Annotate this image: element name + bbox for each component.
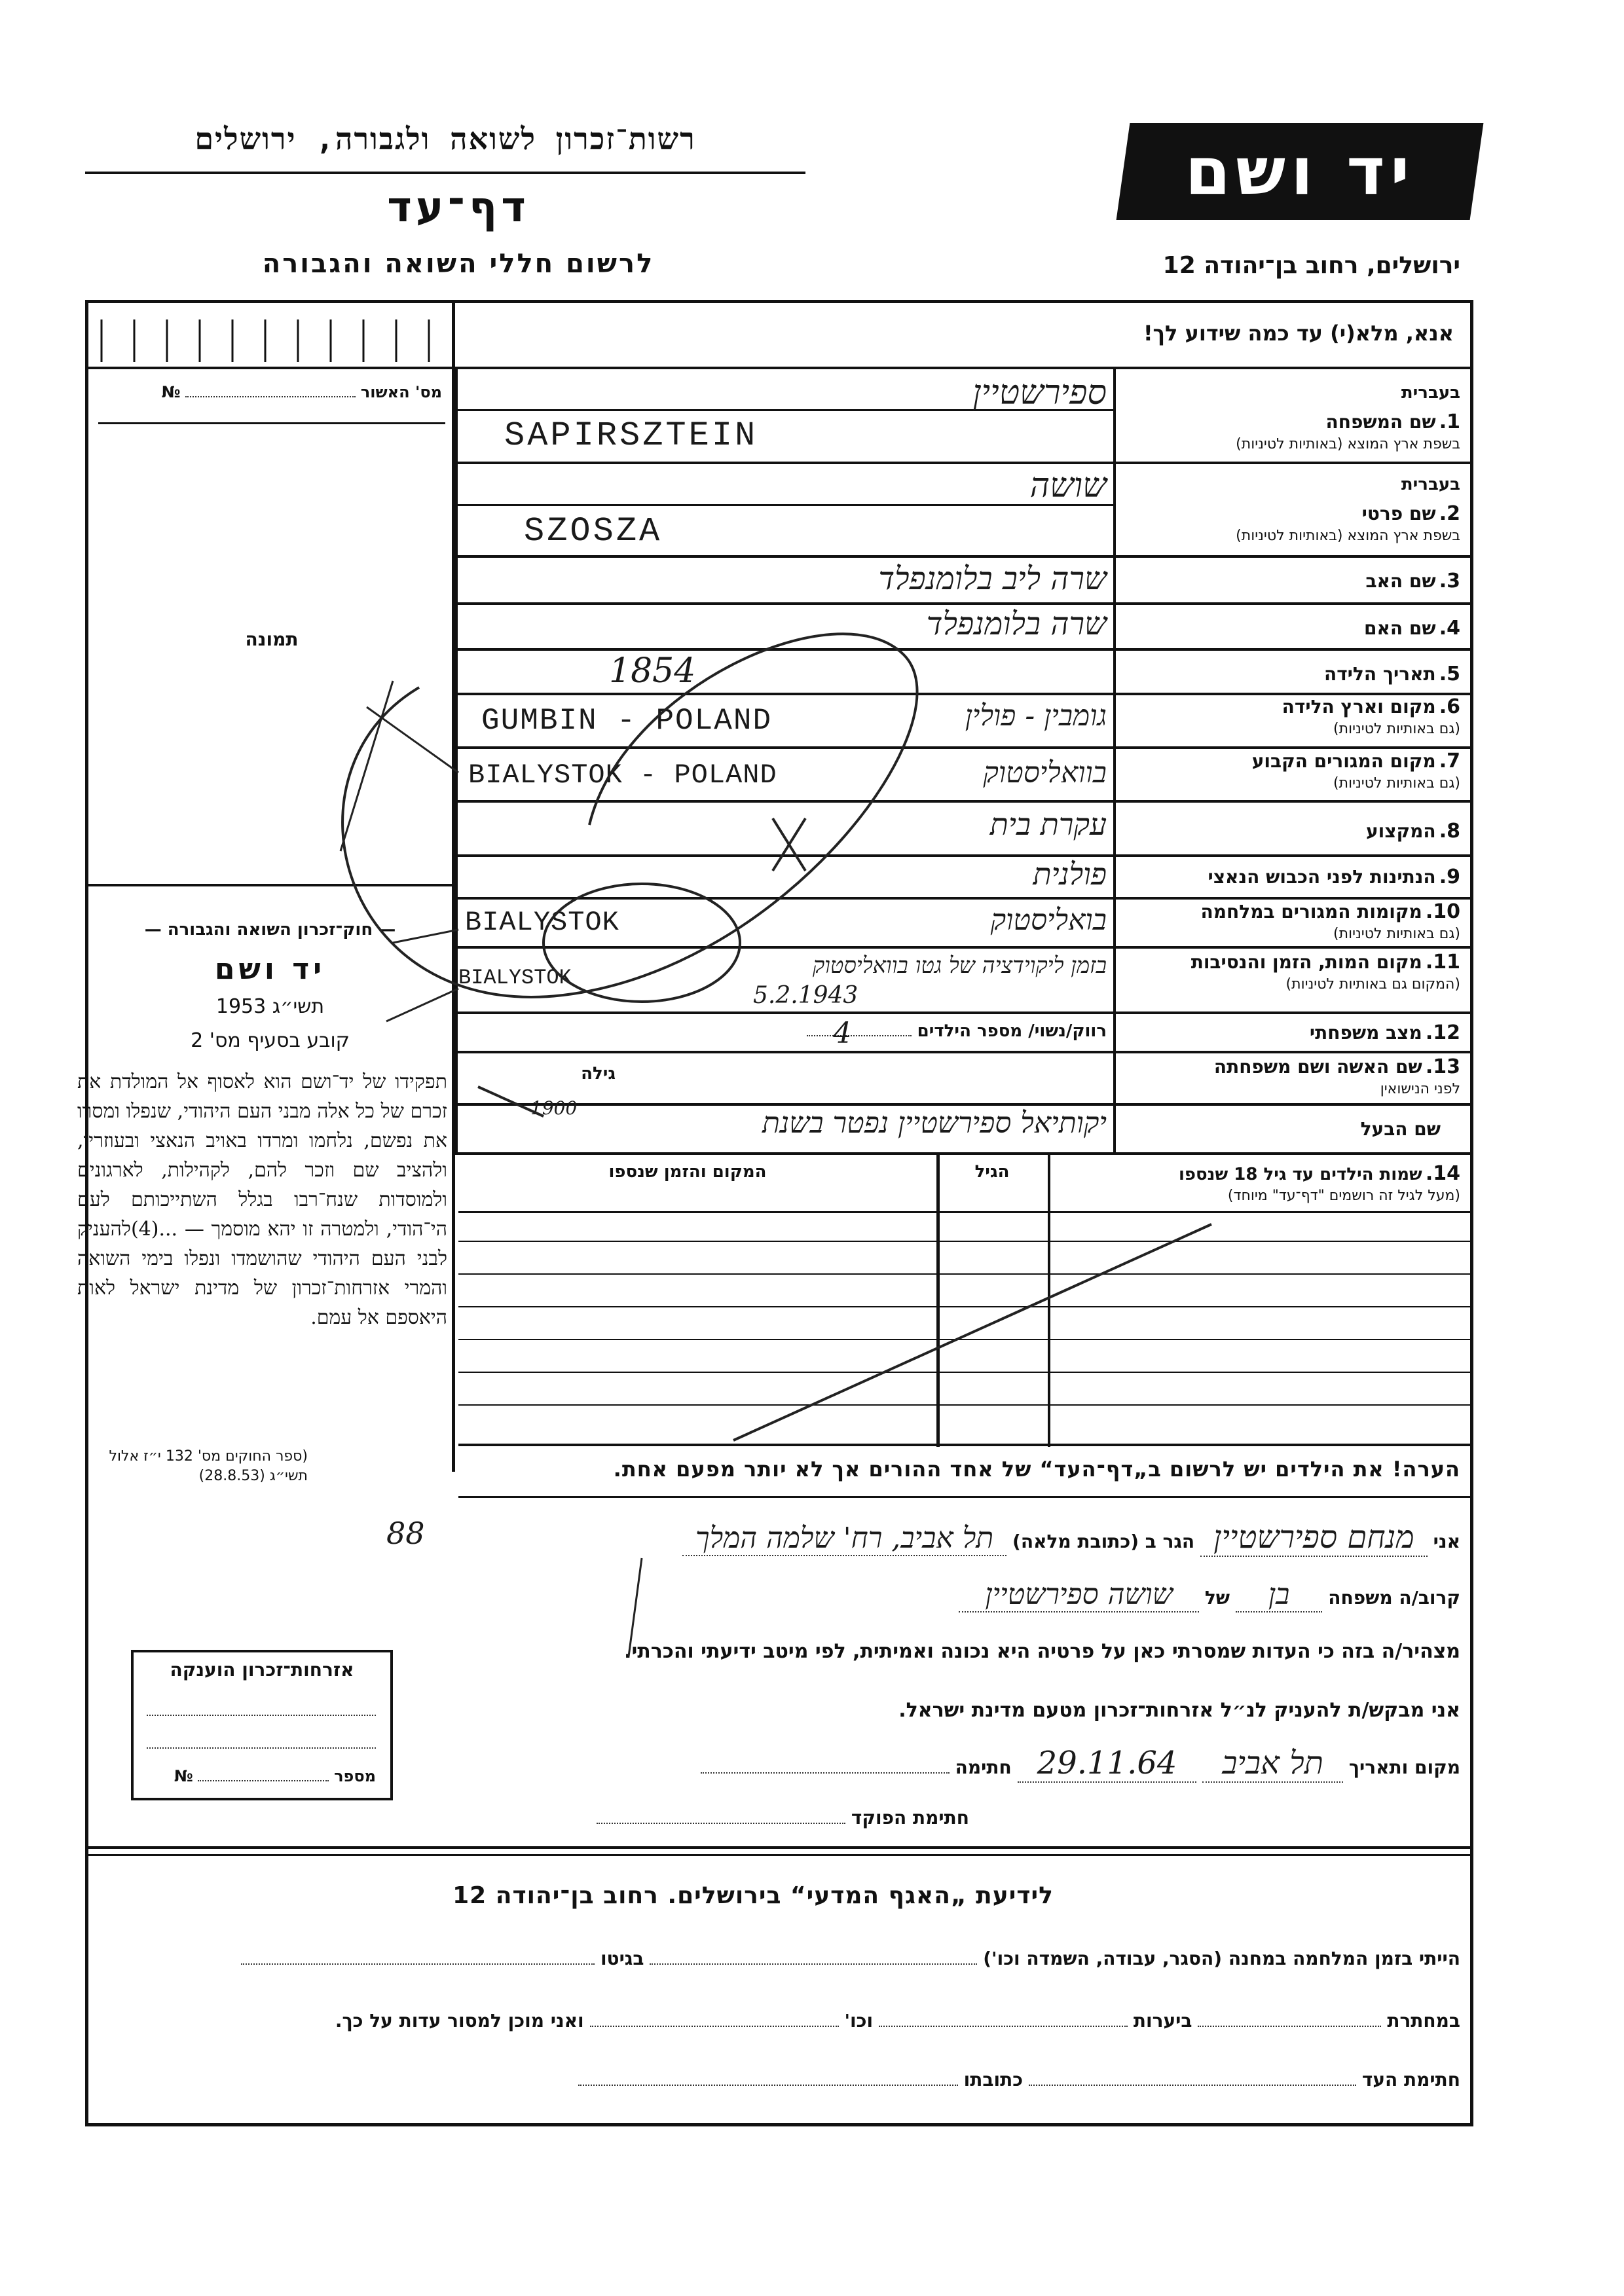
row-rule — [455, 462, 1473, 464]
footer-underground-label: במחתרת — [1387, 2010, 1460, 2032]
field-13-age-label: גילה — [581, 1064, 616, 1084]
field-13-label — [1120, 1055, 1460, 1097]
approval-number-row — [98, 383, 442, 401]
field-2-value-latin[interactable]: SZOSZA — [524, 512, 663, 551]
footer-ghetto-field[interactable] — [241, 1963, 595, 1965]
date-value[interactable]: 29.11.64 — [1018, 1745, 1197, 1783]
signature-label: חתימה — [955, 1757, 1012, 1778]
field-1-hebrew-tag: בעברית — [1401, 383, 1460, 403]
honorary-no-mark: № — [174, 1767, 193, 1785]
children-table-label — [1054, 1162, 1460, 1204]
field-13-subtitle: לפני הנישואין — [1380, 1081, 1460, 1097]
field-1-subtitle: בשפת ארץ המוצא (באותיות לטיניות) — [1236, 436, 1460, 452]
header-address: ירושלים, רחוב בן־יהודה 12 — [1162, 252, 1460, 279]
field-4-title: שם האם — [1364, 617, 1436, 639]
declarant-name[interactable]: מנחם ספירשטיין — [1200, 1519, 1428, 1557]
field-2-title: שם פרטי — [1361, 503, 1436, 524]
husband-name-title: שם הבעל — [1360, 1118, 1441, 1140]
footer-etc-label: וכו' — [844, 2010, 874, 2032]
honorary-line-1[interactable] — [147, 1715, 376, 1716]
field-9-title: הנתינות לפני הכבוש הנאצי — [1208, 866, 1436, 888]
field-11-label — [1120, 951, 1460, 993]
approval-label: מס' האשור — [360, 383, 442, 401]
honorary-citizenship-box — [131, 1650, 393, 1800]
logo-text: יד ושם — [1185, 133, 1415, 210]
honorary-number-row — [147, 1767, 376, 1785]
row-rule — [455, 1011, 1473, 1014]
field-8-label — [1120, 820, 1460, 843]
field-5-number: 5. — [1439, 663, 1460, 685]
field-7-value-hebrew[interactable]: בוואליסטוק — [983, 756, 1107, 790]
field-4-number: 4. — [1439, 617, 1460, 640]
field-10-label — [1120, 900, 1460, 942]
officer-signature-row — [471, 1807, 969, 1829]
row-rule — [455, 946, 1473, 949]
field-10-value-hebrew[interactable]: בואליסטוק — [990, 903, 1107, 937]
row-rule — [455, 1152, 1473, 1155]
field-11-number: 11. — [1425, 951, 1460, 974]
footer-address-label: כתובתו — [963, 2069, 1024, 2090]
honorary-number-field[interactable] — [198, 1780, 329, 1781]
law-year: תשי״ג 1953 — [215, 995, 325, 1018]
form-title: דף־עד — [387, 183, 530, 232]
row-rule — [455, 897, 1473, 900]
row-rule — [455, 1051, 1473, 1053]
field-1-number: 1. — [1439, 410, 1460, 433]
field-11-value-hebrew[interactable]: בזמן ליקוידציה של גטו בוואליסטוק — [813, 953, 1107, 979]
field-12-marital-options[interactable]: רווק/נשוי/ מספר הילדים — [917, 1021, 1107, 1041]
field-6-number: 6. — [1439, 695, 1460, 718]
footer-ghetto-label: בגיטו — [600, 1948, 644, 1969]
field-11-subtitle: (המקום גם באותיות לטיניות) — [1285, 976, 1460, 993]
field-13-title: שם האשה ושם משפחתה — [1213, 1056, 1422, 1078]
yad-vashem-logo — [1116, 123, 1484, 220]
field-3-label — [1120, 570, 1460, 592]
field-5-label — [1120, 663, 1460, 685]
field-2-value-hebrew[interactable]: שושה — [1029, 466, 1107, 505]
office-code-boxes — [88, 303, 452, 369]
law-title: — חוק־זכרון השואה והגבורה — — [144, 920, 396, 939]
law-name: יד ושם — [214, 953, 326, 986]
field-7-value-latin[interactable]: BIALYSTOK - POLAND — [468, 759, 777, 791]
photo-label: תמונה — [245, 629, 299, 650]
authority-title: רשות־זכרון לשואה ולגבורה, ירושלים — [194, 121, 696, 156]
field-11-value-latin[interactable]: BIALYSTOK — [458, 966, 572, 990]
row-rule — [455, 555, 1473, 558]
declarant-address[interactable]: תל אביב, רח' שלמה המלך — [682, 1522, 1006, 1556]
children-table-number: 14. — [1425, 1162, 1460, 1185]
row-rule — [455, 746, 1473, 749]
footer-title: לידיעת „האגף המדעי“ בירושלים. רחוב בן־יהודה 12 — [452, 1882, 1054, 1909]
children-table-bottom — [458, 1444, 1473, 1446]
footer-line-2 — [105, 2010, 1460, 2032]
field-10-title: מקומות המגורים במלחמה — [1200, 901, 1422, 922]
relative-of-value[interactable]: שושה ספירשטיין — [959, 1578, 1199, 1613]
law-text: תפקידו של יד־ושם הוא לאסוף אל המולדת את זכרם של כל אלה מבני העם היהודי, שנפלו ומסרו את נפשם, נלחמו ומרדו באויב הנאצי ובעוזריו, ולהציב שם וזכר להם, לקהילות, לארגונים ולמוסדות שנח־רבו בגלל השתייכותם לעם הי־הודי, ולמטרה זו יהא מוסמך — ...(4)להעניק לבני העם היהודי שהושמדו ונפלו בימי השואה והמרי אזרחות־זכרון של מדינת ישראל לאות היאספם אל עמם. — [77, 1070, 447, 1329]
law-citation: (ספר החוקים מס' 132 י״ז אלול תשי״ג (28.8.53) — [109, 1448, 308, 1484]
footer-line-1 — [105, 1948, 1460, 1969]
children-col-age-right — [1048, 1152, 1050, 1447]
honorary-number-label: מספר — [334, 1767, 376, 1785]
approval-row-top — [88, 367, 452, 369]
field-2-hebrew-tag: בעברית — [1401, 475, 1460, 494]
field-8-number: 8. — [1439, 820, 1460, 843]
footer-witness-signature-field[interactable] — [1029, 2085, 1356, 2086]
field-6-label — [1120, 695, 1460, 737]
footer-etc-field[interactable] — [590, 2026, 839, 2027]
footer-line-3 — [105, 2069, 1460, 2090]
field-8-value[interactable]: עקרת בית — [989, 807, 1107, 842]
field-12-value-row — [707, 1017, 1107, 1050]
approval-row-bottom — [98, 422, 445, 424]
law-clause: קובע בסעיף מס' 2 — [191, 1029, 350, 1052]
husband-name-label — [1120, 1118, 1441, 1140]
row-rule — [455, 800, 1473, 803]
field-9-label — [1120, 866, 1460, 888]
field-10-subtitle: (גם באותיות לטיניות) — [1333, 926, 1460, 942]
field-4-value[interactable]: שרה בלומנפלד — [926, 606, 1107, 642]
field-2-subtitle: בשפת ארץ המוצא (באותיות לטיניות) — [1236, 528, 1460, 544]
field-5-value[interactable]: 1854 — [609, 651, 696, 691]
children-header-rule — [458, 1211, 1473, 1213]
children-table-note: (מעל לגיל זה רושמים "דף־עד" מיוחד) — [1227, 1188, 1460, 1204]
footer-camp-field[interactable] — [650, 1963, 977, 1965]
field-4-label — [1120, 617, 1460, 640]
field-3-value[interactable]: שרה ליב בלומנפלד — [878, 560, 1107, 597]
field-12-children-count: 4 — [833, 1017, 852, 1050]
field-2-number: 2. — [1439, 502, 1460, 525]
children-table-title: שמות הילדים עד גיל 18 שנספו — [1178, 1165, 1422, 1184]
officer-signature-label: חתימת הפוקד — [851, 1807, 969, 1829]
field-9-number: 9. — [1439, 866, 1460, 888]
field-1-value-hebrew[interactable]: ספירשטיין — [972, 373, 1107, 412]
row-rule — [455, 602, 1473, 605]
children-col-place-header: המקום והזמן שנספו — [608, 1162, 767, 1182]
children-row-rule — [458, 1273, 1473, 1275]
declaration-line-2 — [655, 1578, 1460, 1611]
of-label: של — [1204, 1587, 1230, 1609]
instruction-text: אנא, מלא(י) עד כמה שידוע לך! — [1143, 321, 1454, 346]
field-12-children-field[interactable] — [807, 1017, 912, 1050]
field-7-number: 7. — [1439, 750, 1460, 773]
office-code-box-grid — [88, 303, 452, 369]
children-col-age-left — [936, 1152, 940, 1447]
relative-label: קרוב/ה משפחה — [1328, 1587, 1460, 1609]
children-row-rule — [458, 1404, 1473, 1406]
footer-testify-label: ואני מוכן למסור עדות על כך. — [335, 2010, 584, 2032]
field-10-number: 10. — [1425, 900, 1460, 923]
field-7-label — [1120, 750, 1460, 792]
field-5-title: תאריך הלידה — [1323, 663, 1436, 685]
authority-underline — [85, 172, 805, 174]
field-6-value-hebrew[interactable]: גומבין - פולין — [965, 699, 1107, 733]
value-column-left — [455, 367, 458, 1152]
remark-bottom-rule — [458, 1496, 1473, 1498]
field-11-value-date[interactable]: 5.2.1943 — [753, 982, 858, 1009]
honorary-line-2[interactable] — [147, 1747, 376, 1749]
honorary-box-title: אזרחות־זכרון הוענקה — [170, 1659, 354, 1681]
field-6-value-latin[interactable]: GUMBIN - POLAND — [481, 704, 773, 738]
field-10-value-latin[interactable]: BIALYSTOK — [465, 907, 619, 938]
children-row-rule — [458, 1241, 1473, 1242]
children-row-rule — [458, 1339, 1473, 1340]
row-rule — [455, 648, 1473, 651]
footer-underground-field[interactable] — [1198, 2026, 1381, 2027]
field-11-title: מקום המות, הזמן והנסיבות — [1190, 951, 1422, 973]
field-6-subtitle: (גם באותיות לטיניות) — [1333, 721, 1460, 737]
field-3-number: 3. — [1439, 570, 1460, 592]
signature-field[interactable] — [701, 1772, 950, 1774]
declaration-line-1 — [367, 1519, 1460, 1556]
declaration-i-label: אני — [1433, 1531, 1460, 1552]
label-column-divider — [1113, 367, 1116, 1152]
remark-text: הערה! את הילדים יש לרשום ב„דף־העד“ של אחד ההורים אך לא יותר מפעם אחת. — [613, 1457, 1460, 1482]
footer-forests-label: ביערות — [1133, 2010, 1192, 2032]
children-row-rule — [458, 1306, 1473, 1307]
field-1-title: שם המשפחה — [1325, 411, 1436, 433]
approval-number-field[interactable] — [185, 396, 356, 397]
field-12-title: מצב משפחתי — [1309, 1022, 1422, 1044]
instruction-row-rule — [452, 367, 1473, 369]
declaration-line-place-date — [471, 1745, 1460, 1781]
husband-name-value[interactable]: יקותיאל ספירשטיין נפטר בשנת — [762, 1106, 1107, 1140]
footer-address-field[interactable] — [578, 2085, 958, 2086]
declaration-request: אני מבקש/ת להעניק לנ״ל אזרחות־זכרון מטעם מדינת ישראל. — [898, 1699, 1460, 1722]
officer-signature-field[interactable] — [597, 1823, 845, 1824]
children-col-age-header: הגיל — [974, 1162, 1010, 1182]
field-13-age-value[interactable]: 1900 — [530, 1097, 578, 1119]
children-row-rule — [458, 1372, 1473, 1373]
field-12-label — [1120, 1021, 1460, 1044]
declarant-house-number[interactable]: 88 — [386, 1516, 425, 1551]
row-rule — [455, 1103, 1473, 1106]
field-7-subtitle: (גם באותיות לטיניות) — [1333, 775, 1460, 792]
declaration-resides-label: הגר ב (כתובת מלאה) — [1012, 1531, 1195, 1552]
declaration-statement: מצהיר/ה בזה כי העדות שמסרתי כאן על פרטיה היא נכונה ואמיתית, לפי מיטב ידיעתי והכרתי. — [624, 1640, 1460, 1663]
photo-area-bottom — [88, 884, 452, 886]
place-date-label: מקום ותאריך — [1348, 1757, 1460, 1778]
approval-no-mark: № — [161, 383, 181, 401]
footer-witness-signature-label: חתימת העד — [1361, 2069, 1460, 2090]
field-8-title: המקצוע — [1365, 820, 1436, 842]
field-6-title: מקום וארץ הלידה — [1282, 696, 1436, 718]
field-1-value-latin[interactable]: SAPIRSZTEIN — [504, 416, 758, 455]
field-13-number: 13. — [1425, 1055, 1460, 1078]
field-3-title: שם האב — [1365, 570, 1436, 592]
place-value[interactable]: תל אביב — [1202, 1745, 1343, 1783]
field-12-number: 12. — [1425, 1021, 1460, 1044]
relation-value[interactable]: בן — [1236, 1578, 1322, 1613]
field-9-value[interactable]: פולנית — [1033, 856, 1107, 892]
form-subtitle: לרשום חללי השואה והגבורה — [262, 249, 655, 279]
footer-top-rule — [88, 1846, 1470, 1849]
footer-top-rule-2 — [88, 1854, 1470, 1856]
footer-forests-field[interactable] — [879, 2026, 1128, 2027]
field-7-title: מקום המגורים הקבוע — [1251, 750, 1436, 772]
footer-camp-label: הייתי בזמן המלחמה במחנה (הסגר, עבודה, השמדה וכו') — [983, 1948, 1460, 1969]
